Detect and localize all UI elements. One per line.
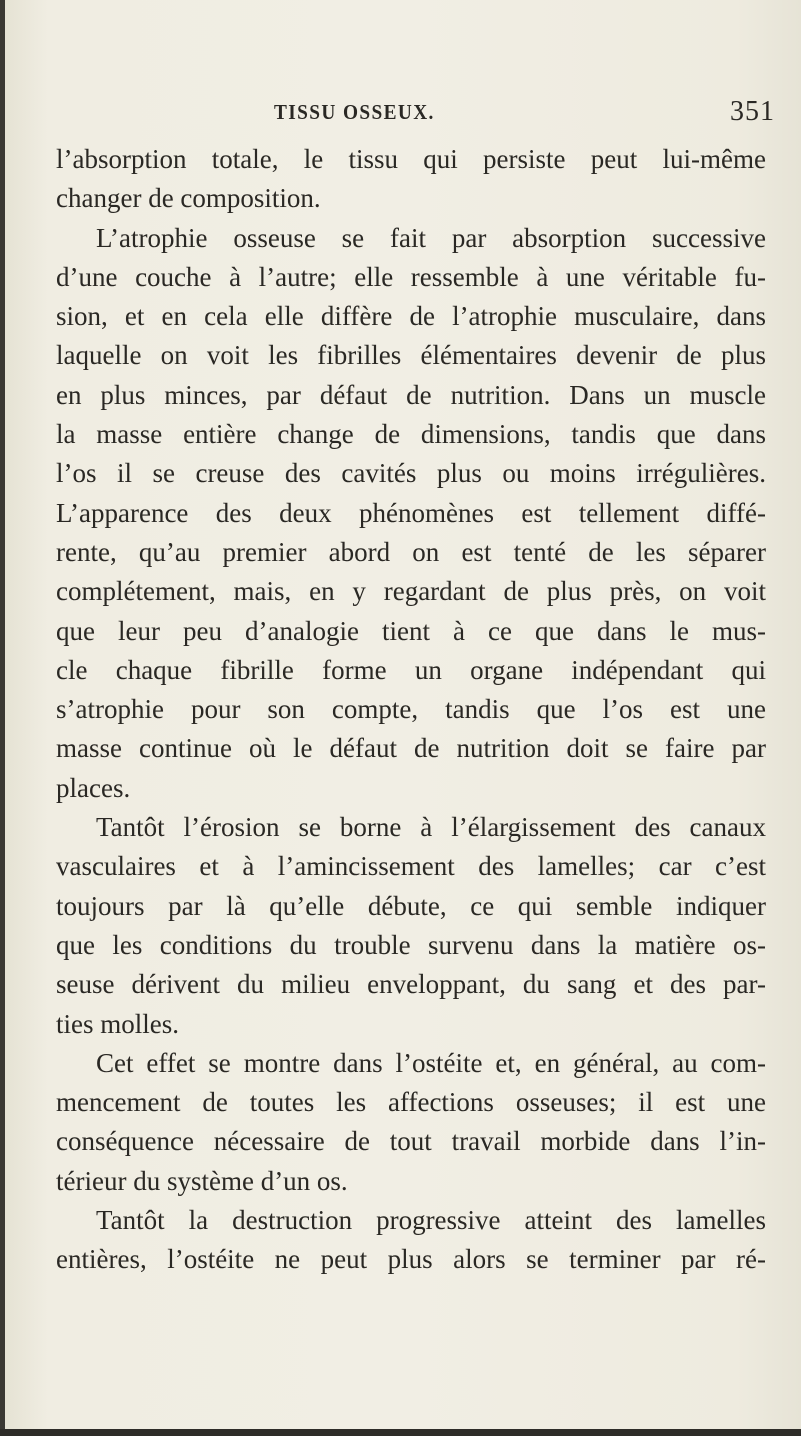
text-line: sion, et en cela elle diffère de l’atrophie musculaire, dans [56, 301, 766, 332]
page-number: 351 [730, 96, 775, 127]
text-line: Tantôt l’érosion se borne à l’élargissement des canaux [96, 812, 766, 843]
text-line: l’absorption totale, le tissu qui persiste peut lui-même [56, 144, 766, 174]
text-line: L’atrophie osseuse se fait par absorption successive [96, 222, 766, 253]
text-line: laquelle on voit les fibrilles élémentaires devenir de plus [56, 340, 766, 371]
text-line: entières, l’ostéite ne peut plus alors se terminer par ré- [56, 1244, 766, 1275]
text-line: que leur peu d’analogie tient à ce que dans le mus- [56, 615, 766, 646]
text-line: Cet effet se montre dans l’ostéite et, en général, au com- [96, 1047, 766, 1078]
text-line: masse continue où le défaut de nutrition doit se faire par [56, 733, 766, 764]
running-head: TISSU OSSEUX. [274, 100, 435, 124]
page-bottom-edge [0, 1429, 801, 1436]
page-header [0, 92, 801, 132]
text-line: que les conditions du trouble survenu dans la matière os- [56, 929, 766, 960]
text-line: s’atrophie pour son compte, tandis que l’os est une [56, 694, 766, 725]
text-line: seuse dérivent du milieu enveloppant, du sang et des par- [56, 969, 766, 1000]
text-line: en plus minces, par défaut de nutrition. Dans un muscle [56, 379, 766, 410]
text-line: toujours par là qu’elle débute, ce qui semble indiquer [56, 890, 766, 921]
text-line: la masse entière change de dimensions, tandis que dans [56, 419, 766, 450]
text-line: places. [56, 772, 131, 803]
text-line: Tantôt la destruction progressive atteint des lamelles [96, 1205, 766, 1236]
text-line: vasculaires et à l’amincissement des lamelles; car c’est [56, 851, 766, 882]
text-line: L’apparence des deux phénomènes est tellement diffé- [56, 497, 766, 528]
text-line: térieur du système d’un os. [56, 1165, 348, 1196]
text-line: d’une couche à l’autre; elle ressemble à une véritable fu- [56, 261, 766, 292]
text-line: cle chaque fibrille forme un organe indépendant qui [56, 654, 766, 685]
text-line: l’os il se creuse des cavités plus ou moins irrégulières. [56, 458, 766, 489]
body-text [56, 140, 766, 1280]
text-line: mencement de toutes les affections osseuses; il est une [56, 1087, 766, 1118]
text-line: rente, qu’au premier abord on est tenté de les séparer [56, 536, 766, 567]
text-line: ties molles. [56, 1008, 179, 1039]
text-line: complétement, mais, en y regardant de plus près, on voit [56, 576, 766, 607]
page-left-edge [0, 0, 5, 1436]
text-line: conséquence nécessaire de tout travail morbide dans l’in- [56, 1126, 766, 1157]
text-line: changer de composition. [56, 183, 321, 214]
